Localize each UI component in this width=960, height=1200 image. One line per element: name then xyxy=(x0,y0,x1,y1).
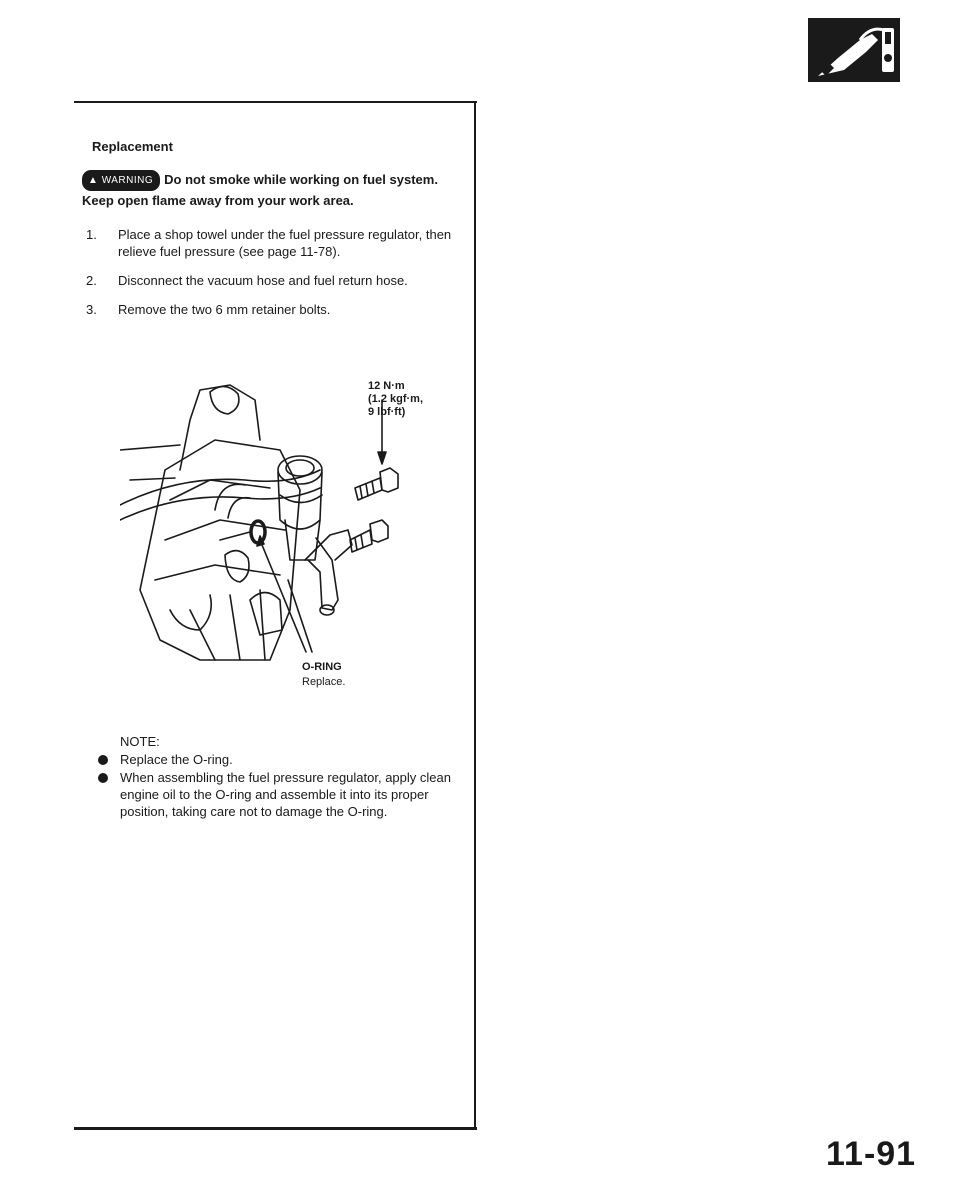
top-rule xyxy=(74,101,477,103)
bottom-rule xyxy=(74,1127,477,1130)
step xyxy=(86,226,466,260)
step-text: Remove the two 6 mm retainer bolts. xyxy=(118,302,331,317)
step xyxy=(86,301,466,318)
bullet-icon xyxy=(98,769,120,820)
torque-spec-line1: 12 N·m xyxy=(368,380,405,392)
torque-spec-line3: 9 lbf·ft) xyxy=(368,406,406,418)
warning-badge xyxy=(82,170,160,191)
note-label: NOTE: xyxy=(120,734,160,749)
step-number: 3. xyxy=(86,302,97,317)
warning-triangle-icon: ▲ xyxy=(88,175,99,186)
section-heading: Replacement xyxy=(92,139,173,154)
step xyxy=(86,272,466,289)
bullet-icon xyxy=(98,751,120,768)
step-text: Disconnect the vacuum hose and fuel return hose. xyxy=(118,273,408,288)
oring-label: O-RING xyxy=(302,661,342,673)
fuel-pump-icon xyxy=(808,18,900,82)
warning-text: Do not smoke while working on fuel system. Keep open flame away from your work area. xyxy=(82,172,438,208)
note-item xyxy=(98,769,462,820)
step-number: 1. xyxy=(86,227,97,242)
warning-block xyxy=(82,170,464,210)
warning-badge-label: WARNING xyxy=(101,175,154,186)
regulator-diagram xyxy=(120,360,470,710)
note-item xyxy=(98,751,462,768)
side-rule xyxy=(474,101,476,1129)
step-number: 2. xyxy=(86,273,97,288)
step-text: Place a shop towel under the fuel pressure regulator, then relieve fuel pressure (see page 11-78). xyxy=(118,227,452,259)
note-block xyxy=(98,733,462,821)
oring-instruction: Replace. xyxy=(302,676,346,688)
procedure-steps xyxy=(86,226,466,330)
torque-spec-line2: (1.2 kgf·m, xyxy=(368,393,424,405)
page-number: 11-91 xyxy=(826,1135,917,1173)
note-text: When assembling the fuel pressure regulator, apply clean engine oil to the O-ring and assemble it into its proper position, taking care not to damage the O-ring. xyxy=(120,770,451,819)
note-text: Replace the O-ring. xyxy=(120,752,233,767)
